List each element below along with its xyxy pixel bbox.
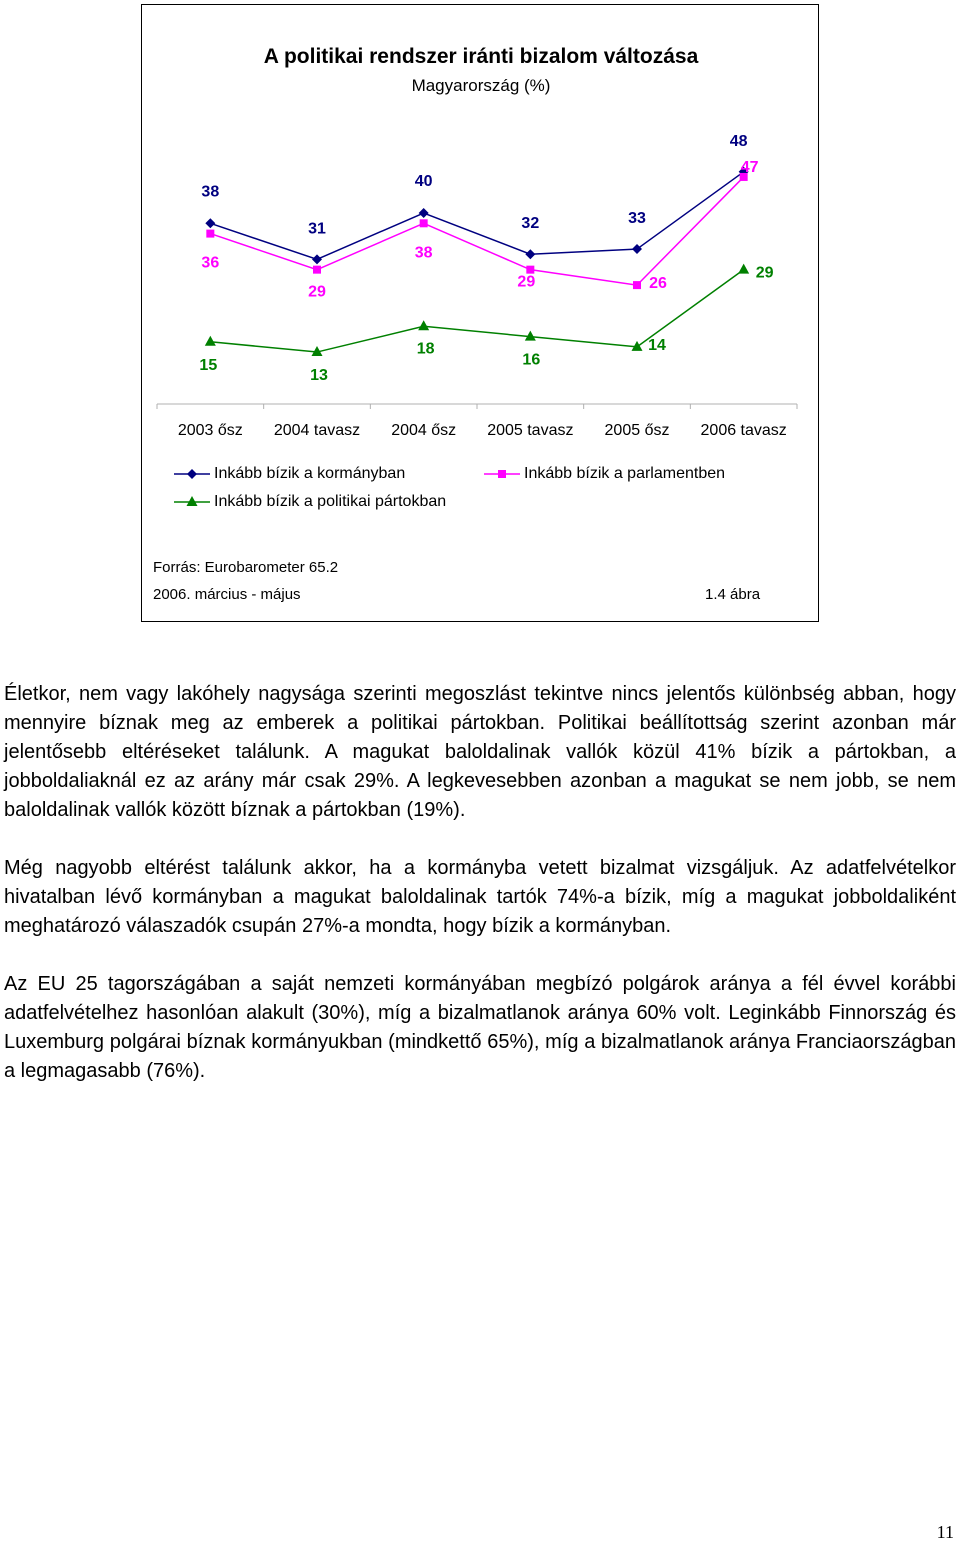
data-label: 15 xyxy=(199,356,218,374)
data-point-diamond xyxy=(205,218,215,228)
page-number: 11 xyxy=(936,1522,954,1542)
x-tick-label: 2006 tavasz xyxy=(700,422,787,439)
data-point-square xyxy=(206,230,214,238)
data-label: 48 xyxy=(729,132,748,150)
data-point-diamond xyxy=(419,208,429,218)
data-label: 13 xyxy=(310,367,328,385)
source-note: Forrás: Eurobarometer 65.2 xyxy=(153,559,339,576)
data-point-triangle xyxy=(738,264,749,274)
paragraph: Az EU 25 tagországában a saját nemzeti kormányában megbízó polgárok aránya a fél évvel korábbi adatfelvételhez hasonlóan alakult (30%), míg a bizalmatlanok aránya 60% volt. Leginkább Finnország és Luxemburg polgárai bíznak kormányukban (mindkettő 65%), míg a bizalmatlanok aránya Franciaországban a legmagasabb (76%). xyxy=(4,973,956,1082)
series-line xyxy=(210,177,743,285)
data-point-square xyxy=(633,281,641,289)
data-label: 26 xyxy=(649,275,667,293)
data-point-square xyxy=(526,266,534,274)
data-label: 18 xyxy=(416,340,435,358)
paragraph: Életkor, nem vagy lakóhely nagysága szerinti megoszlást tekintve nincs jelentős különbség abban, hogy mennyire bíznak meg az emberek a politikai pártokban. Politikai beállítottság szerint azonban már jelentősebb eltéréseket találunk. A magukat baloldalinak vallók közül 41% bízik a pártokban, a jobboldaliaknál ez az arány már csak 29%. A legkevesebben azonban a magukat se nem jobb, se nem baloldalinak vallók között bíznak a pártokban (19%). xyxy=(4,683,956,821)
data-point-square xyxy=(420,219,428,227)
data-label: 47 xyxy=(740,158,759,176)
data-label: 14 xyxy=(648,336,666,354)
legend-label: Inkább bízik a kormányban xyxy=(214,465,406,482)
legend-triangle-icon xyxy=(172,492,212,512)
figure-box xyxy=(141,4,819,622)
data-point-triangle xyxy=(205,336,216,346)
chart-subtitle: Magyarország (%) xyxy=(411,76,551,95)
legend-label: Inkább bízik a politikai pártokban xyxy=(214,493,447,510)
figure-label: 1.4 ábra xyxy=(705,586,761,603)
chart-title: A politikai rendszer iránti bizalom változása xyxy=(263,45,699,68)
data-label: 31 xyxy=(308,220,326,238)
period-note: 2006. március - május xyxy=(153,586,301,603)
data-label: 38 xyxy=(201,183,220,201)
x-tick-label: 2004 tavasz xyxy=(273,422,361,439)
data-point-square xyxy=(313,266,321,274)
data-point-diamond xyxy=(312,254,322,264)
legend-diamond-icon xyxy=(172,464,212,484)
x-tick-label: 2004 ősz xyxy=(391,422,457,439)
paragraph: Még nagyobb eltérést találunk akkor, ha a kormányba vetett bizalmat vizsgáljuk. Az adatfelvételkor hivatalban lévő kormányban a magukat baloldalinak tartók 74%-a bízik, míg a magukat jobboldaliként meghatározó válaszadók csupán 27%-a mondta, hogy bízik a kormányban. xyxy=(4,857,956,937)
x-tick-label: 2003 ősz xyxy=(177,422,243,439)
data-label: 36 xyxy=(201,254,220,272)
data-label: 33 xyxy=(628,210,646,228)
body-text xyxy=(4,680,956,1115)
data-label: 40 xyxy=(414,173,433,190)
data-label: 29 xyxy=(308,283,326,301)
data-label: 32 xyxy=(521,215,540,233)
x-tick-label: 2005 ősz xyxy=(604,422,670,439)
legend-square-icon xyxy=(482,464,522,484)
line-chart xyxy=(142,5,818,445)
data-label: 29 xyxy=(755,264,774,282)
data-label: 16 xyxy=(522,351,541,369)
data-point-diamond xyxy=(632,244,642,254)
legend-label: Inkább bízik a parlamentben xyxy=(524,465,726,482)
data-label: 38 xyxy=(414,244,433,262)
data-label: 29 xyxy=(517,273,536,291)
data-point-triangle xyxy=(418,320,429,330)
data-point-diamond xyxy=(525,249,535,259)
x-tick-label: 2005 tavasz xyxy=(487,422,574,439)
